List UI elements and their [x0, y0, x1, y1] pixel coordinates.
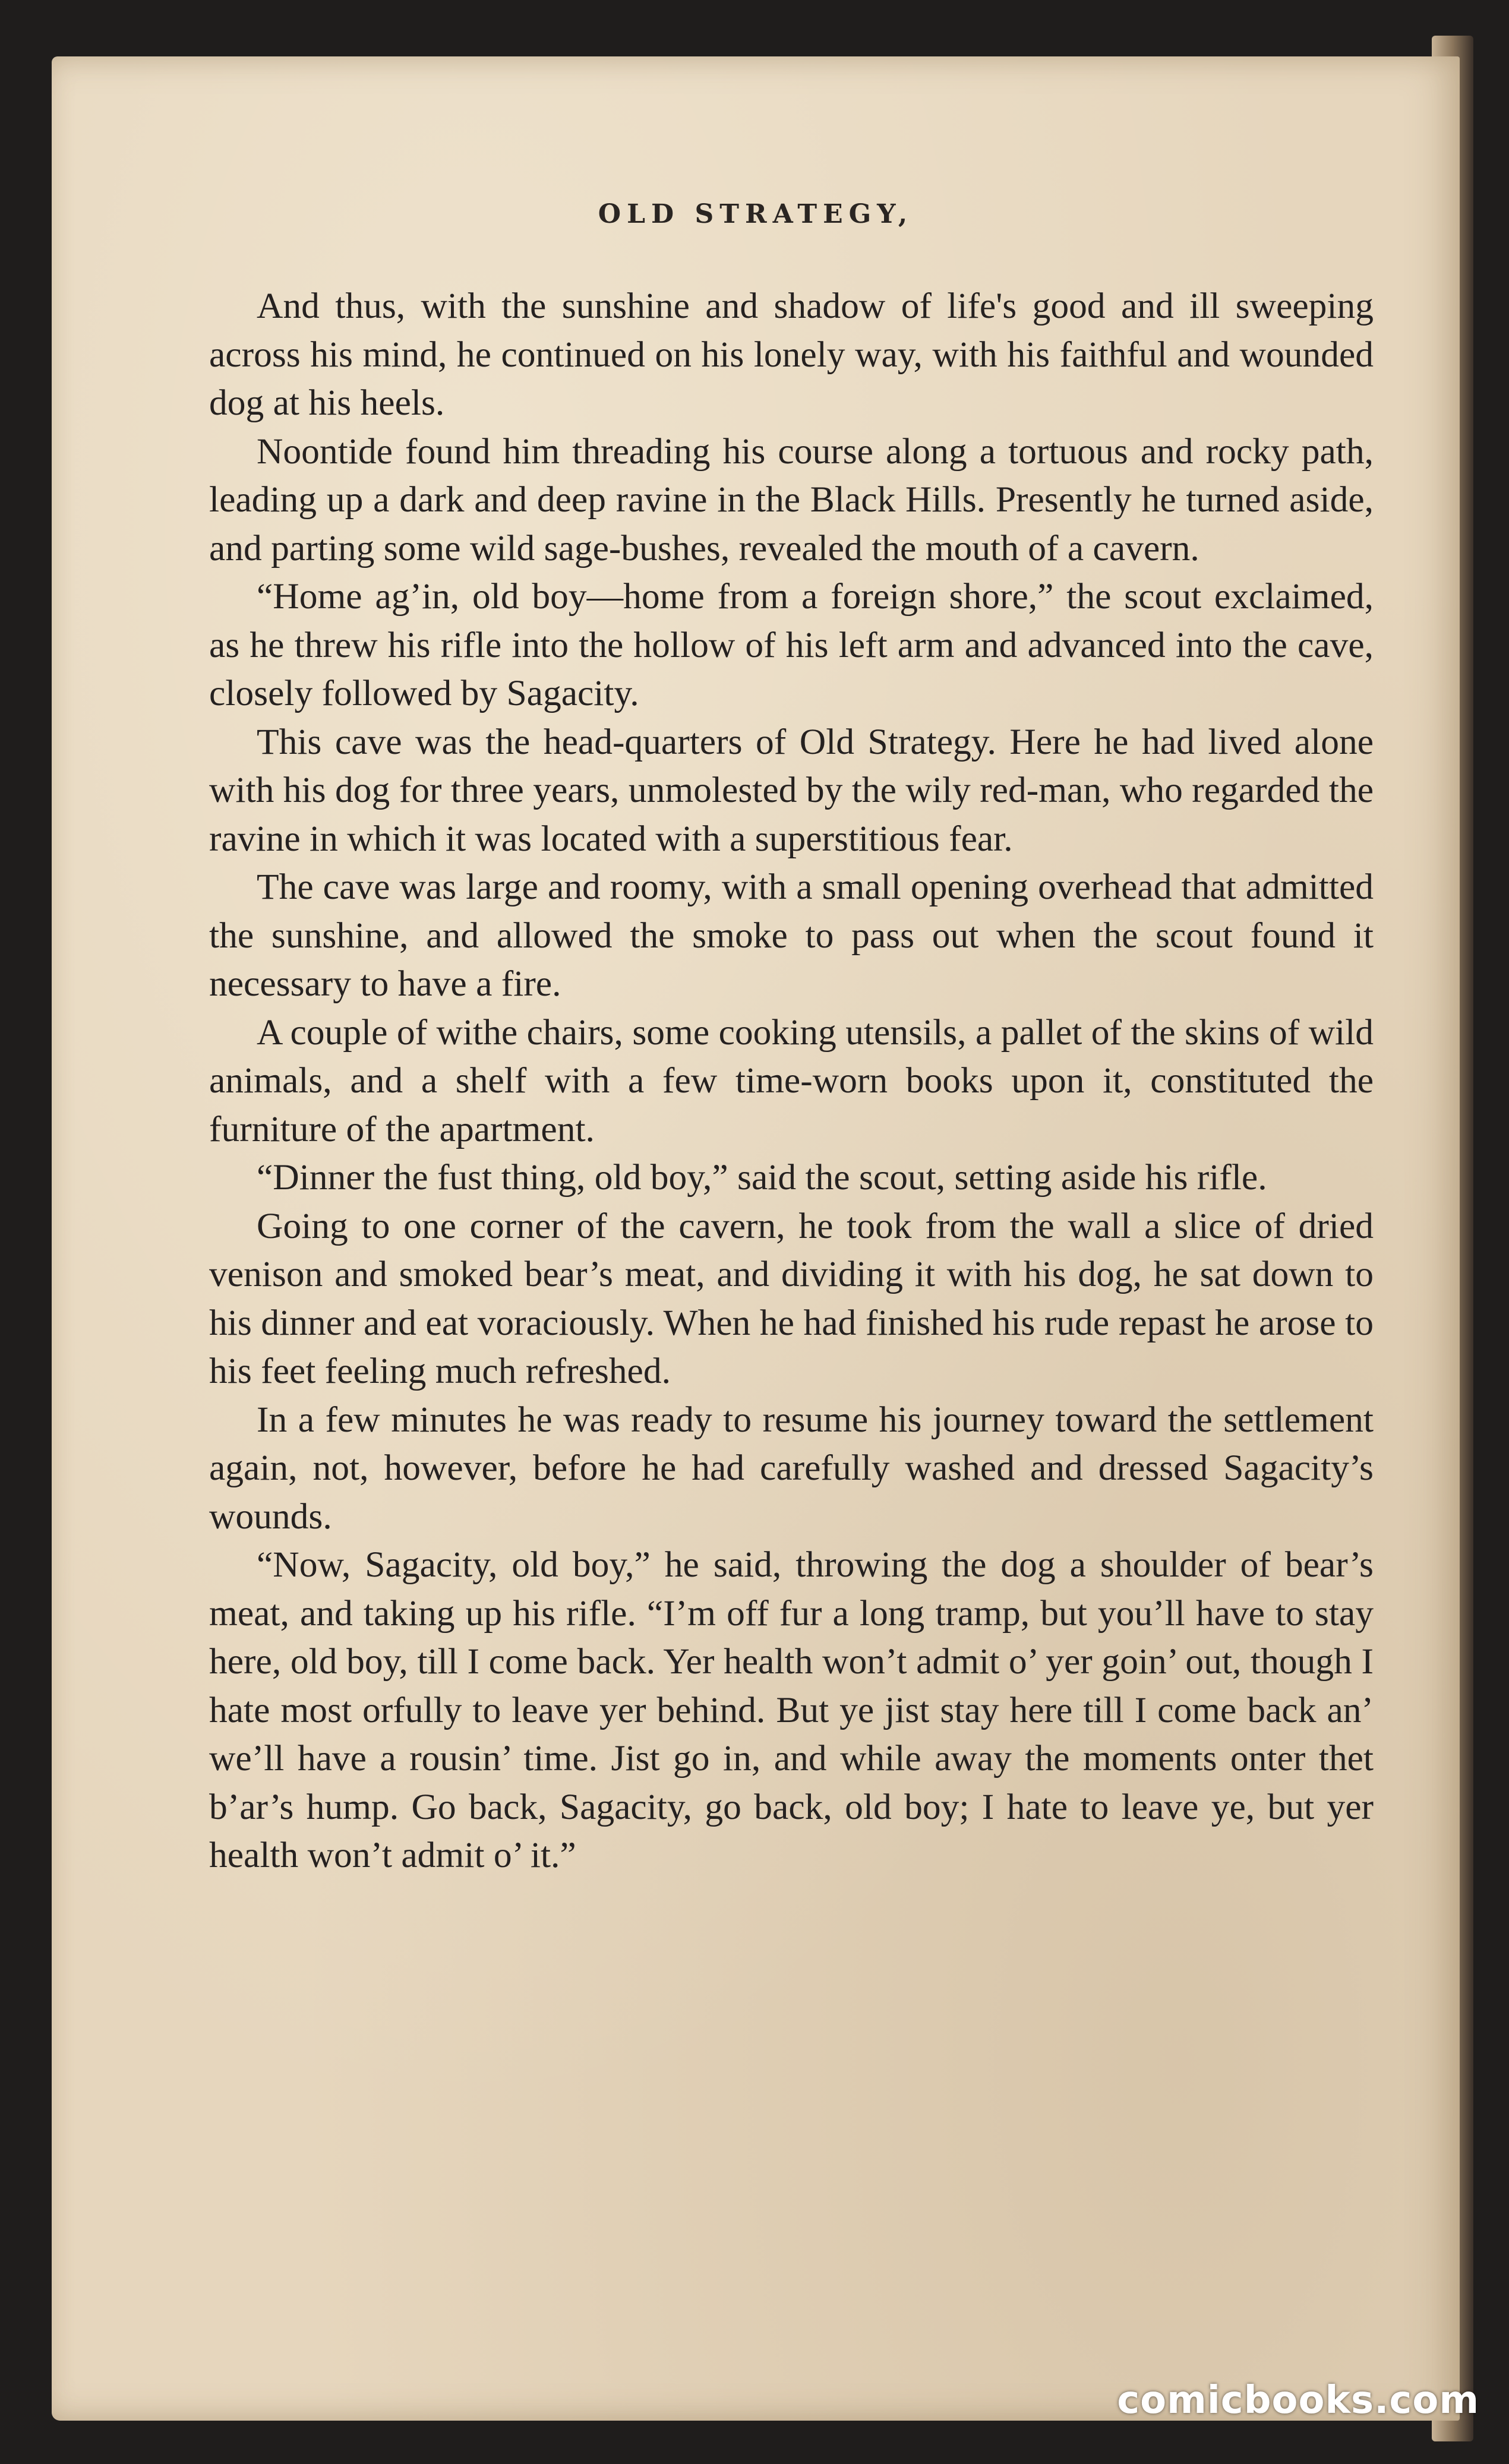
running-head: OLD STRATEGY,	[598, 199, 914, 229]
paragraph: Noontide found him threading his course along a tortuous and rocky path, leading up a dark and deep ravine in the Black Hills. Presently he turned aside, and parting some wild sage-bushes, revealed the mouth of a cavern.	[209, 431, 1374, 568]
paragraph: “Home ag’in, old boy—home from a foreign shore,” the scout exclaimed, as he threw his rifle into the hollow of his left arm and advanced into the cave, closely followed by Sagacity.	[209, 576, 1374, 713]
paragraph: In a few minutes he was ready to resume his journey toward the settlement again, not, however, before he had carefully washed and dressed Sagacity’s wounds.	[209, 1399, 1374, 1537]
book-page	[52, 56, 1460, 2421]
paragraph: The cave was large and roomy, with a small opening overhead that admitted the sunshine, and allowed the smoke to pass out when the scout found it necessary to have a fire.	[209, 867, 1374, 1004]
body-text	[209, 282, 1374, 1880]
paragraph: A couple of withe chairs, some cooking utensils, a pallet of the skins of wild animals, and a shelf with a few time-worn books upon it, constituted the furniture of the apartment.	[209, 1012, 1374, 1149]
paragraph: Going to one corner of the cavern, he took from the wall a slice of dried venison and smoked bear’s meat, and dividing it with his dog, he sat down to his dinner and eat voraciously. When he had finished his rude repast he arose to his feet feeling much refreshed.	[209, 1205, 1374, 1391]
paragraph: And thus, with the sunshine and shadow of life's good and ill sweeping across his mind, he continued on his lonely way, with his faithful and wounded dog at his heels.	[209, 286, 1374, 423]
paragraph: “Now, Sagacity, old boy,” he said, throwing the dog a shoulder of bear’s meat, and taking up his rifle. “I’m off fur a long tramp, but you’ll have to stay here, old boy, till I come back. Yer health won’t admit o’ yer goin’ out, though I hate most orfully to leave yer behind. But ye jist stay here till I come back an’ we’ll have a rousin’ time. Jist go in, and while away the moments onter thet b’ar’s hump. Go back, Sagacity, go back, old boy; I hate to leave ye, but yer health won’t admit o’ it.”	[209, 1544, 1374, 1875]
watermark: comicbooks.com	[1117, 2378, 1479, 2422]
paragraph: “Dinner the fust thing, old boy,” said the scout, setting aside his rifle.	[257, 1157, 1267, 1198]
paragraph: This cave was the head-quarters of Old Strategy. Here he had lived alone with his dog for three years, unmolested by the wily red-man, who regarded the ravine in which it was located with a superstitious fear.	[209, 721, 1374, 859]
